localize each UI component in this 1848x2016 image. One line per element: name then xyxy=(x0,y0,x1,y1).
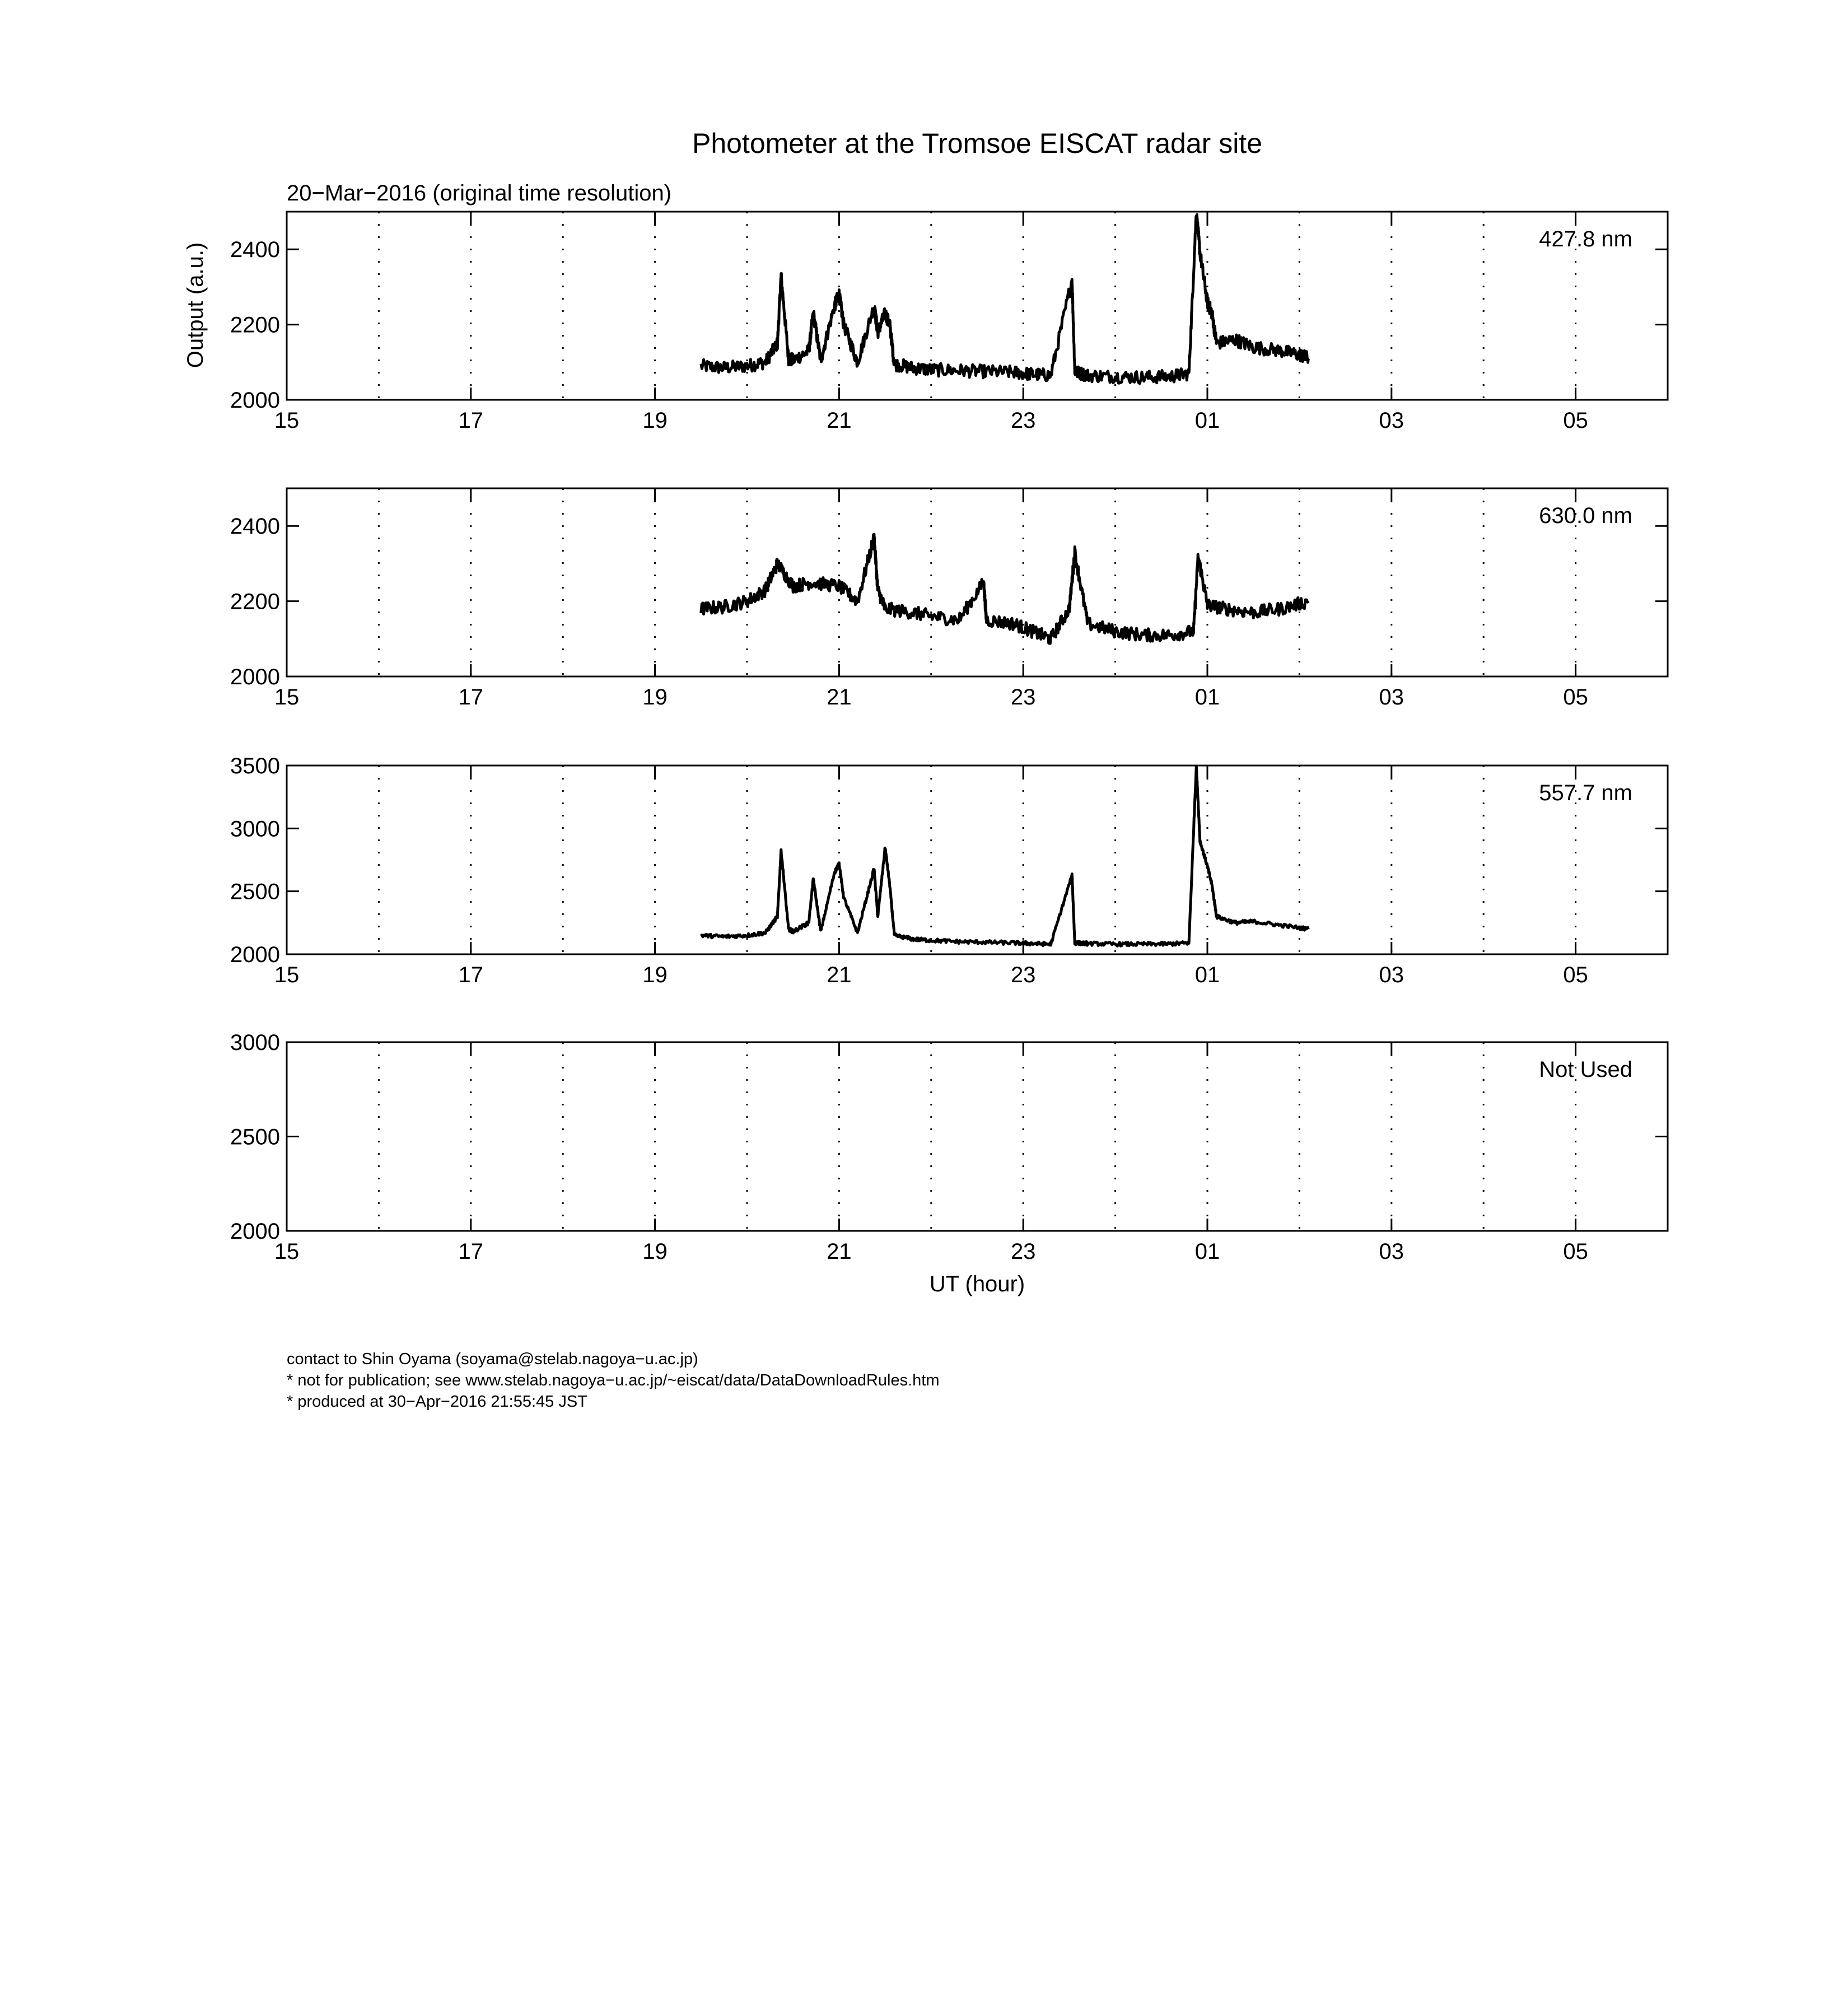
x-tick-label: 03 xyxy=(1379,963,1404,987)
y-tick-label: 2400 xyxy=(230,237,280,263)
y-tick-label: 2000 xyxy=(230,665,280,689)
produced-note: * produced at 30−Apr−2016 21:55:45 JST xyxy=(287,1393,587,1411)
x-tick-label: 21 xyxy=(827,963,852,987)
axes-frame xyxy=(287,1042,1668,1231)
panel-wavelength-label: Not Used xyxy=(1539,1057,1632,1082)
x-tick-label: 01 xyxy=(1194,685,1220,710)
y-tick-label: 2200 xyxy=(230,312,280,338)
x-axis-label: UT (hour) xyxy=(929,1272,1025,1296)
x-tick-label: 05 xyxy=(1563,408,1588,433)
chart-title: Photometer at the Tromsoe EISCAT radar site xyxy=(692,128,1263,159)
y-tick-label: 3000 xyxy=(230,816,280,842)
x-tick-label: 17 xyxy=(458,408,484,433)
x-tick-label: 01 xyxy=(1194,1239,1220,1264)
y-tick-label: 2200 xyxy=(230,589,280,614)
x-tick-label: 15 xyxy=(274,1239,300,1264)
footer-notes xyxy=(287,1348,940,1412)
x-tick-label: 23 xyxy=(1010,1239,1036,1264)
x-tick-label: 21 xyxy=(827,685,852,710)
y-tick-label: 2000 xyxy=(230,942,280,967)
x-tick-label: 05 xyxy=(1563,685,1588,710)
x-tick-label: 17 xyxy=(458,685,484,710)
x-tick-label: 15 xyxy=(274,408,300,433)
panel-wavelength-label: 630.0 nm xyxy=(1539,503,1632,528)
x-tick-label: 05 xyxy=(1563,963,1588,987)
contact-note: contact to Shin Oyama (soyama@stelab.nagoya−u.ac.jp) xyxy=(287,1350,698,1368)
data-trace-427-8-nm xyxy=(701,214,1309,383)
x-tick-label: 21 xyxy=(827,1239,852,1264)
x-tick-label: 03 xyxy=(1379,1239,1404,1264)
data-trace-630-0-nm xyxy=(701,534,1309,643)
y-tick-label: 2000 xyxy=(230,1219,280,1244)
x-tick-label: 19 xyxy=(642,1239,668,1264)
x-tick-label: 01 xyxy=(1194,963,1220,987)
x-tick-label: 23 xyxy=(1010,963,1036,987)
x-tick-label: 19 xyxy=(642,685,668,710)
panel-wavelength-label: 557.7 nm xyxy=(1539,781,1632,805)
x-tick-label: 01 xyxy=(1194,408,1220,433)
y-axis-label: Output (a.u.) xyxy=(183,242,208,368)
y-tick-label: 2400 xyxy=(230,514,280,539)
x-tick-label: 03 xyxy=(1379,408,1404,433)
x-tick-label: 19 xyxy=(642,963,668,987)
panel-wavelength-label: 427.8 nm xyxy=(1539,227,1632,251)
axes-frame xyxy=(287,488,1668,676)
x-tick-label: 03 xyxy=(1379,685,1404,710)
x-tick-label: 05 xyxy=(1563,1239,1588,1264)
y-tick-label: 2500 xyxy=(230,1124,280,1150)
x-tick-label: 23 xyxy=(1010,408,1036,433)
publication-note: * not for publication; see www.stelab.nagoya−u.ac.jp/~eiscat/data/DataDownloadRules.htm xyxy=(287,1371,940,1389)
chart-subtitle: 20−Mar−2016 (original time resolution) xyxy=(287,181,672,206)
data-trace-557-7-nm xyxy=(701,767,1309,946)
axes-frame xyxy=(287,766,1668,954)
x-tick-label: 15 xyxy=(274,963,300,987)
x-tick-label: 17 xyxy=(458,1239,484,1264)
x-tick-label: 21 xyxy=(827,408,852,433)
x-tick-label: 19 xyxy=(642,408,668,433)
x-tick-label: 23 xyxy=(1010,685,1036,710)
x-tick-label: 15 xyxy=(274,685,300,710)
y-tick-label: 3000 xyxy=(230,1030,280,1055)
y-tick-label: 2500 xyxy=(230,879,280,904)
x-tick-label: 17 xyxy=(458,963,484,987)
y-tick-label: 3500 xyxy=(230,754,280,778)
y-tick-label: 2000 xyxy=(230,388,280,413)
